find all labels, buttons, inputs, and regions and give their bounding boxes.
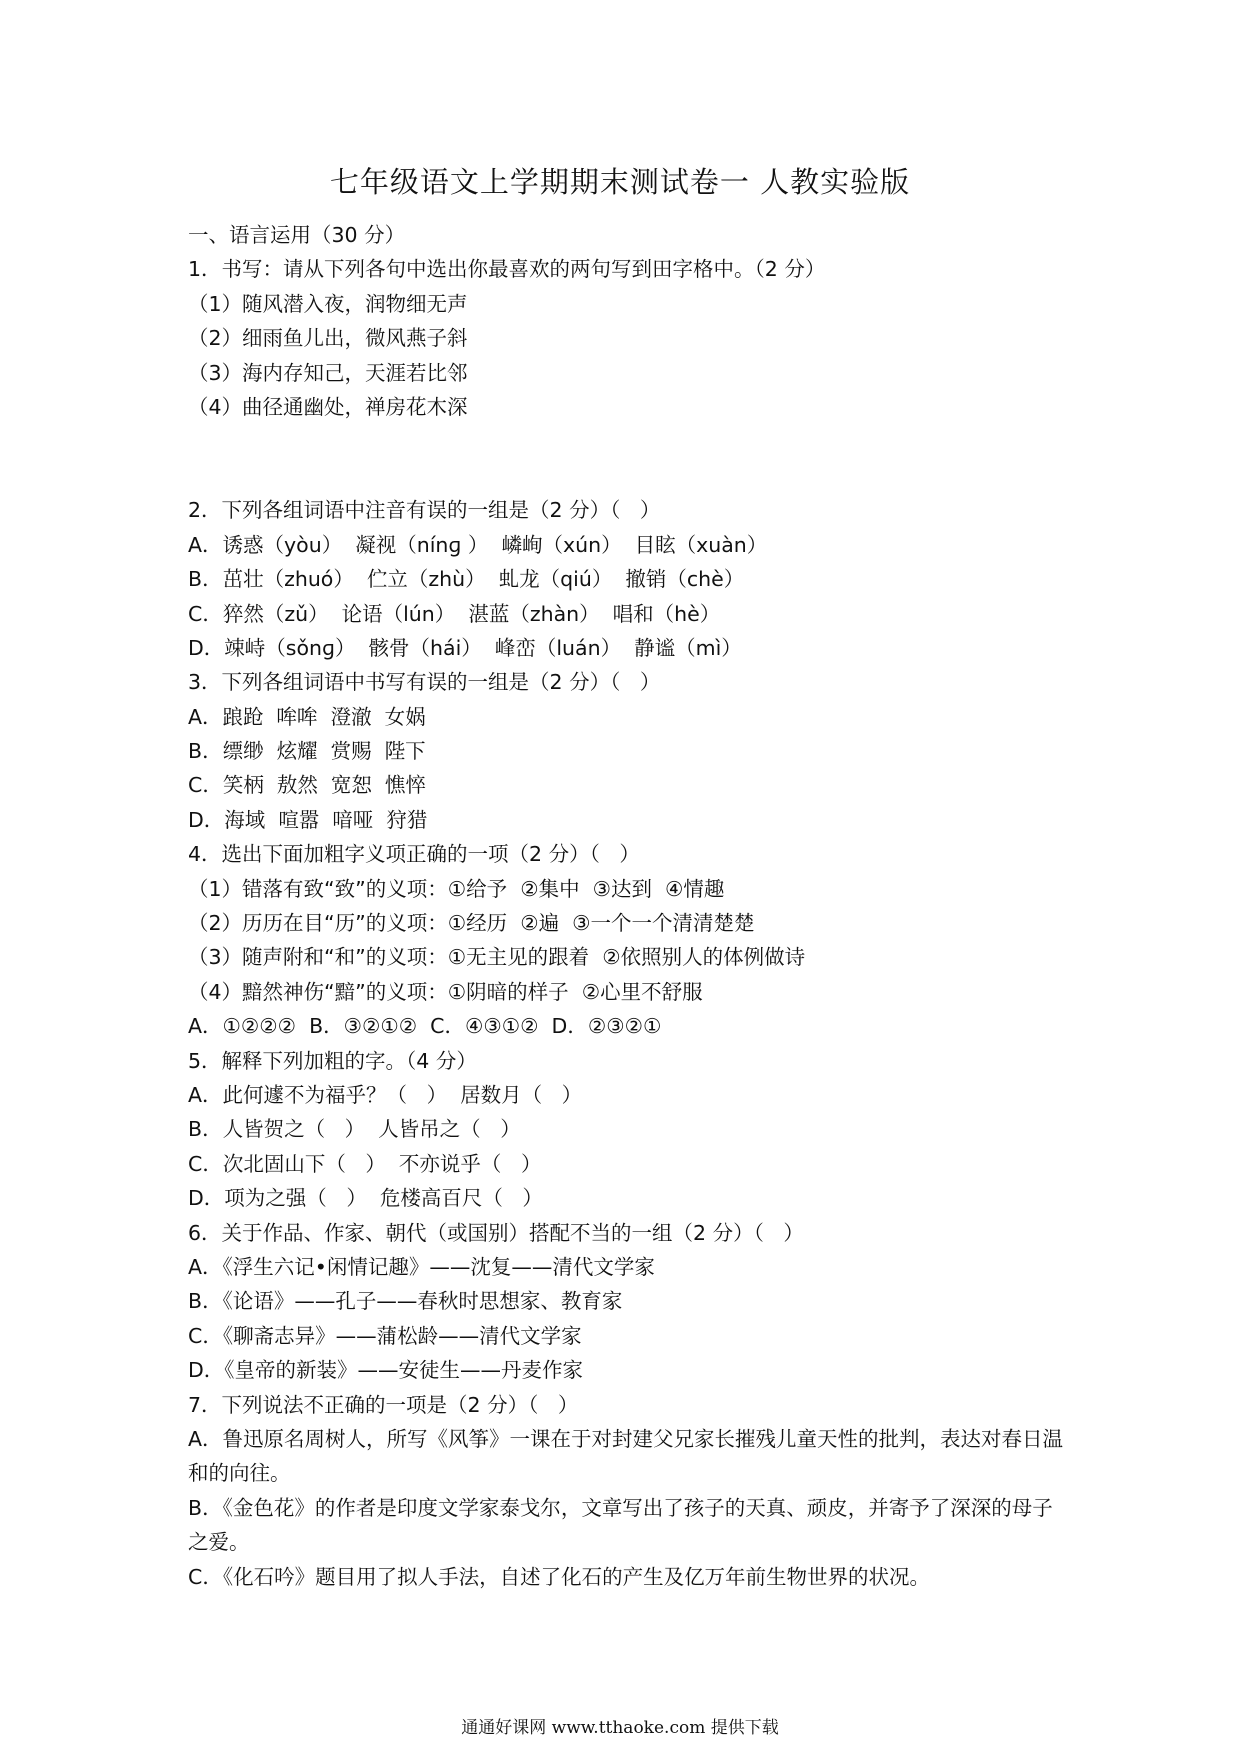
q7-option: B．《金色花》的作者是印度文学家泰戈尔，文章写出了孩子的天真、顽皮，并寄予了深深的母子之爱。 [188,1495,1053,1555]
q6-option: A．《浮生六记•闲情记趣》——沈复——清代文学家 [188,1254,655,1279]
question-1-stem: 1．书写：请从下列各句中选出你最喜欢的两句写到田字格中。（2 分） [188,257,826,282]
writing-space [188,424,1068,493]
q2-option: D．竦峙（sǒnɡ） 骸骨（hái） 峰峦（luán） 静谧（mì） [188,635,742,660]
q4-choices: A．①②②② B．③②①② C．④③①② D．②③②① [188,1014,662,1039]
q5-option: C．次北固山下（ ） 不亦说乎（ ） [188,1151,542,1176]
q3-option: B．缥缈 炫耀 赏赐 陛下 [188,739,426,764]
q2-option: B．茁壮（zhuó） 伫立（zhù） 虬龙（qiú） 撤销（chè） [188,567,745,592]
q1-item: （4）曲径通幽处，禅房花木深 [188,394,468,419]
q5-option: D．项为之强（ ） 危楼高百尺（ ） [188,1186,543,1211]
page-title: 七年级语文上学期期末测试卷一 人教实验版 [329,165,911,199]
q3-option: D．海域 喧嚣 喑哑 狩猎 [188,807,428,832]
question-3-stem: 3．下列各组词语中书写有误的一组是（2 分）（ ） [188,670,661,695]
question-2-stem: 2．下列各组词语中注音有误的一组是（2 分）（ ） [188,498,661,523]
q7-option: C．《化石吟》题目用了拟人手法，自述了化石的产生及亿万年前生物世界的状况。 [188,1564,931,1589]
q1-item: （3）海内存知己，天涯若比邻 [188,360,468,385]
page-footer: 通通好课网 www.tthaoke.com 提供下载 [461,1718,779,1738]
q3-option: C．笑柄 敖然 宽恕 憔悴 [188,773,426,798]
question-6-stem: 6．关于作品、作家、朝代（或国别）搭配不当的一组（2 分）（ ） [188,1220,804,1245]
q1-item: （1）随风潜入夜，润物细无声 [188,291,468,316]
q4-item: （3）随声附和“和”的义项：①无主见的跟着 ②依照别人的体例做诗 [188,945,806,970]
q1-item: （2）细雨鱼儿出，微风燕子斜 [188,326,468,351]
question-7-stem: 7．下列说法不正确的一项是（2 分）（ ） [188,1392,579,1417]
q5-option: B．人皆贺之（ ） 人皆吊之（ ） [188,1117,521,1142]
q6-option: B．《论语》——孔子——春秋时思想家、教育家 [188,1289,623,1314]
q4-item: （4）黯然神伤“黯”的义项：①阴暗的样子 ②心里不舒服 [188,979,703,1004]
q7-option: A．鲁迅原名周树人，所写《风筝》一课在于对封建父兄家长摧残儿童天性的批判，表达对春日温和的向往。 [188,1426,1064,1486]
question-5-stem: 5．解释下列加粗的字。（4 分） [188,1048,477,1073]
q3-option: A．踉跄 哞哞 澄澈 女娲 [188,704,426,729]
exam-content [188,218,1068,1594]
q6-option: C．《聊斋志异》——蒲松龄——清代文学家 [188,1323,582,1348]
q4-item: （2）历历在目“历”的义项：①经历 ②遍 ③一个一个清清楚楚 [188,911,755,936]
q4-item: （1）错落有致“致”的义项：①给予 ②集中 ③达到 ④情趣 [188,876,725,901]
q2-option: C．猝然（zǔ） 论语（lún） 湛蓝（zhàn） 唱和（hè） [188,601,721,626]
q2-option: A．诱惑（yòu） 凝视（nínɡ ） 嶙峋（xún） 目眩（xuàn） [188,532,768,557]
q5-option: A．此何遽不为福乎？（ ） 居数月（ ） [188,1082,583,1107]
section-heading: 一、语言运用（30 分） [188,223,406,247]
question-4-stem: 4．选出下面加粗字义项正确的一项（2 分）（ ） [188,842,640,867]
q6-option: D．《皇帝的新装》——安徒生——丹麦作家 [188,1358,584,1383]
